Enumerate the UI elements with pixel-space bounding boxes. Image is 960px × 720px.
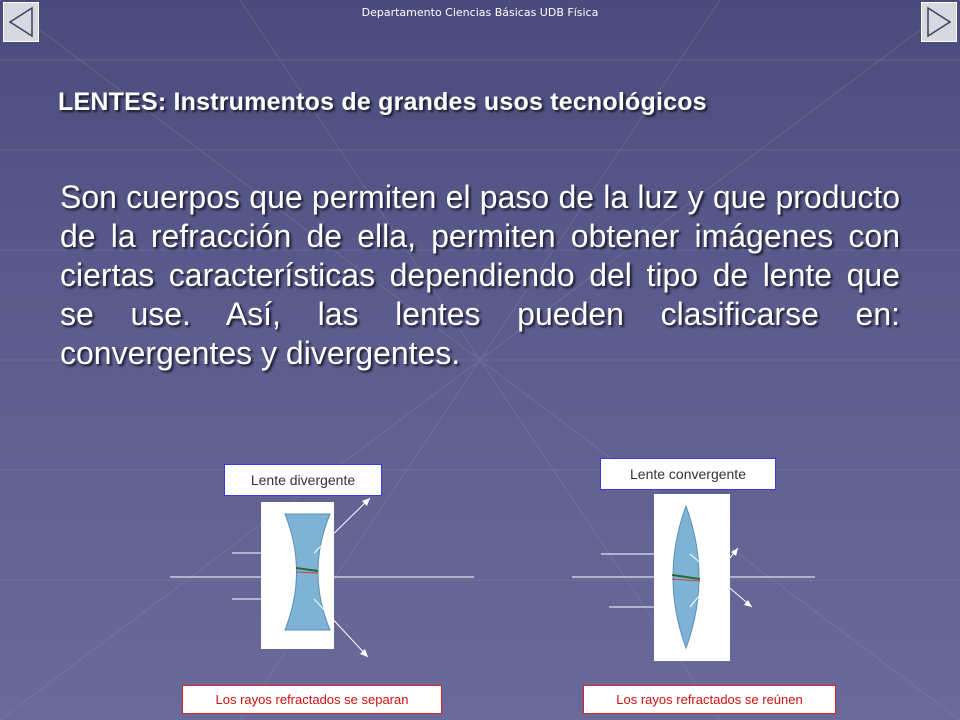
converging-lens-label: Lente convergente: [600, 458, 776, 490]
header-text: Departamento Ciencias Básicas UDB Física: [361, 6, 599, 19]
slide-title: LENTES: Instrumentos de grandes usos tecnológicos: [58, 88, 707, 116]
slide-body-text: Son cuerpos que permiten el paso de la luz y que producto de la refracción de ella, permiten obtener imágenes con ciertas características dependiendo del tipo de lente que se use. Así, las lentes pueden clasificarse en: convergentes y divergentes.: [60, 179, 900, 371]
diverging-caption: Los rayos refractados se separan: [182, 685, 442, 714]
diverging-lens-label: Lente divergente: [224, 464, 382, 496]
converging-caption: Los rayos refractados se reúnen: [583, 685, 836, 714]
